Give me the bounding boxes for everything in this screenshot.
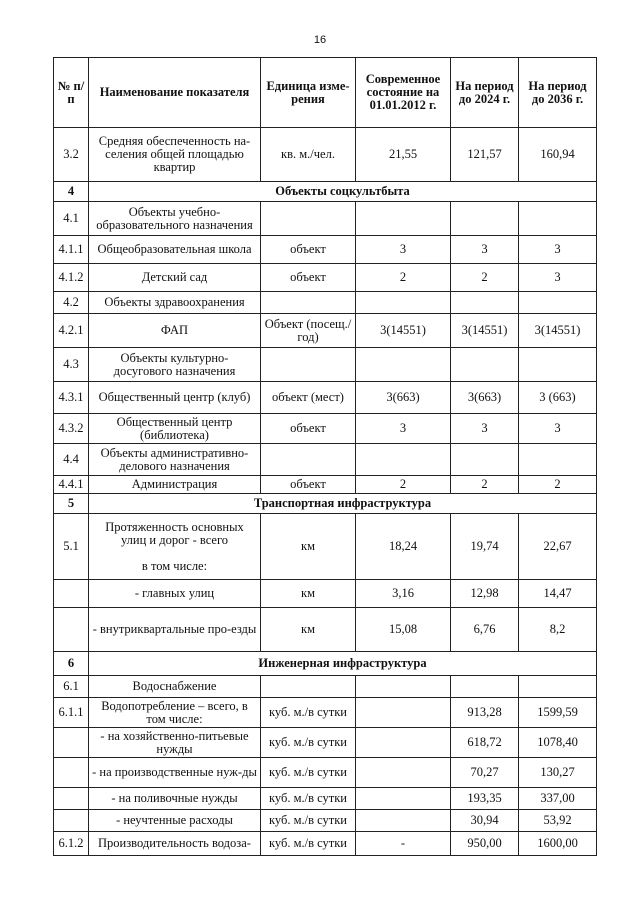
value-2024-cell: 3: [451, 236, 519, 264]
table-row: [54, 414, 597, 444]
table-row: [54, 314, 597, 348]
indicator-name: - на производственные нуж-ды: [89, 758, 261, 788]
value-2024-cell: 2: [451, 476, 519, 494]
current-value-cell: 3(663): [356, 382, 451, 414]
value-2036-cell: 3 (663): [519, 382, 597, 414]
current-value-cell: 3(14551): [356, 314, 451, 348]
unit-cell: км: [261, 580, 356, 608]
indicator-name: - главных улиц: [89, 580, 261, 608]
row-number: 4.4.1: [54, 476, 89, 494]
value-2024-cell: 3: [451, 414, 519, 444]
current-value-cell: [356, 292, 451, 314]
row-number: [54, 758, 89, 788]
indicators-table: [53, 57, 597, 856]
indicator-name: Общественный центр (клуб): [89, 382, 261, 414]
table-row: [54, 236, 597, 264]
current-value-cell: [356, 698, 451, 728]
value-2024-cell: 6,76: [451, 608, 519, 652]
unit-cell: объект: [261, 264, 356, 292]
table-row: [54, 788, 597, 810]
indicator-name: Детский сад: [89, 264, 261, 292]
current-value-cell: 3,16: [356, 580, 451, 608]
unit-cell: куб. м./в сутки: [261, 810, 356, 832]
current-value-cell: [356, 202, 451, 236]
row-number: 4.1.2: [54, 264, 89, 292]
value-2024-cell: [451, 202, 519, 236]
row-number: 4.2: [54, 292, 89, 314]
value-2024-cell: [451, 444, 519, 476]
current-value-cell: [356, 676, 451, 698]
value-2036-cell: 130,27: [519, 758, 597, 788]
value-2036-cell: 2: [519, 476, 597, 494]
current-value-cell: 3: [356, 414, 451, 444]
indicator-name: Объекты здравоохранения: [89, 292, 261, 314]
table-row: [54, 580, 597, 608]
value-2036-cell: 3(14551): [519, 314, 597, 348]
header-current-state: Современное состояние на 01.01.2012 г.: [356, 58, 451, 128]
value-2024-cell: 193,35: [451, 788, 519, 810]
unit-cell: куб. м./в сутки: [261, 788, 356, 810]
section-title: Инженерная инфраструктура: [89, 652, 597, 676]
table-header-row: [54, 58, 597, 128]
table-row: [54, 348, 597, 382]
value-2036-cell: 8,2: [519, 608, 597, 652]
table-row: [54, 444, 597, 476]
value-2024-cell: 19,74: [451, 514, 519, 580]
unit-cell: [261, 292, 356, 314]
value-2036-cell: 337,00: [519, 788, 597, 810]
value-2024-cell: [451, 348, 519, 382]
value-2024-cell: 618,72: [451, 728, 519, 758]
table-row: [54, 264, 597, 292]
section-title: Объекты соцкультбыта: [89, 182, 597, 202]
indicator-name: - неучтенные расходы: [89, 810, 261, 832]
header-indicator-name: Наименование показателя: [89, 58, 261, 128]
row-number: [54, 728, 89, 758]
section-row: [54, 652, 597, 676]
indicator-name: Общеобразовательная школа: [89, 236, 261, 264]
value-2036-cell: 160,94: [519, 128, 597, 182]
page-number: 16: [313, 34, 327, 46]
row-number: 3.2: [54, 128, 89, 182]
unit-cell: Объект (посещ./год): [261, 314, 356, 348]
indicator-name: - внутриквартальные про-езды: [89, 608, 261, 652]
value-2024-cell: [451, 292, 519, 314]
current-value-cell: 3: [356, 236, 451, 264]
table-row: [54, 758, 597, 788]
row-number: 4.4: [54, 444, 89, 476]
table-row: [54, 292, 597, 314]
value-2036-cell: 1600,00: [519, 832, 597, 856]
current-value-cell: 21,55: [356, 128, 451, 182]
row-number: [54, 788, 89, 810]
unit-cell: объект: [261, 236, 356, 264]
table-row: [54, 810, 597, 832]
current-value-cell: [356, 348, 451, 382]
table-row: [54, 728, 597, 758]
current-value-cell: 18,24: [356, 514, 451, 580]
indicator-name: - на хозяйственно-питьевые нужды: [89, 728, 261, 758]
table-row: [54, 128, 597, 182]
value-2036-cell: [519, 348, 597, 382]
value-2024-cell: 12,98: [451, 580, 519, 608]
value-2036-cell: 1599,59: [519, 698, 597, 728]
table-row: [54, 476, 597, 494]
table-row: [54, 676, 597, 698]
row-number: [54, 580, 89, 608]
row-number: 4.1.1: [54, 236, 89, 264]
unit-cell: куб. м./в сутки: [261, 832, 356, 856]
value-2036-cell: [519, 676, 597, 698]
value-2024-cell: 2: [451, 264, 519, 292]
value-2024-cell: [451, 676, 519, 698]
value-2036-cell: [519, 202, 597, 236]
indicator-name: Протяженность основных улиц и дорог - всего в том числе:: [89, 514, 261, 580]
section-title: Транспортная инфраструктура: [89, 494, 597, 514]
row-number: 5.1: [54, 514, 89, 580]
current-value-cell: 15,08: [356, 608, 451, 652]
table-row: [54, 202, 597, 236]
value-2024-cell: 913,28: [451, 698, 519, 728]
row-number: 6.1.2: [54, 832, 89, 856]
value-2036-cell: 22,67: [519, 514, 597, 580]
table-row: [54, 832, 597, 856]
indicator-name: Производительность водоза-: [89, 832, 261, 856]
current-value-cell: [356, 758, 451, 788]
table-row: [54, 382, 597, 414]
table-body: [54, 128, 597, 856]
indicator-name: Объекты учебно-образовательного назначения: [89, 202, 261, 236]
row-number: 4.1: [54, 202, 89, 236]
value-2024-cell: 30,94: [451, 810, 519, 832]
indicator-name: Водоснабжение: [89, 676, 261, 698]
unit-cell: кв. м./чел.: [261, 128, 356, 182]
unit-cell: [261, 348, 356, 382]
value-2036-cell: 3: [519, 236, 597, 264]
unit-cell: объект (мест): [261, 382, 356, 414]
value-2024-cell: 3(14551): [451, 314, 519, 348]
unit-cell: куб. м./в сутки: [261, 758, 356, 788]
row-number: [54, 810, 89, 832]
unit-cell: [261, 676, 356, 698]
value-2024-cell: 70,27: [451, 758, 519, 788]
current-value-cell: [356, 788, 451, 810]
unit-cell: км: [261, 608, 356, 652]
current-value-cell: 2: [356, 264, 451, 292]
value-2036-cell: 3: [519, 414, 597, 444]
value-2036-cell: 14,47: [519, 580, 597, 608]
unit-cell: объект: [261, 414, 356, 444]
unit-cell: [261, 202, 356, 236]
row-number: 6.1.1: [54, 698, 89, 728]
section-row: [54, 182, 597, 202]
unit-cell: куб. м./в сутки: [261, 728, 356, 758]
indicator-name: Общественный центр (библиотека): [89, 414, 261, 444]
row-number: 4.2.1: [54, 314, 89, 348]
value-2036-cell: [519, 292, 597, 314]
indicator-name: Водопотребление – всего, в том числе:: [89, 698, 261, 728]
value-2036-cell: [519, 444, 597, 476]
table-row: [54, 514, 597, 580]
value-2036-cell: 1078,40: [519, 728, 597, 758]
indicator-name: Администрация: [89, 476, 261, 494]
unit-cell: куб. м./в сутки: [261, 698, 356, 728]
value-2024-cell: 3(663): [451, 382, 519, 414]
section-number: 4: [54, 182, 89, 202]
section-number: 5: [54, 494, 89, 514]
current-value-cell: [356, 810, 451, 832]
unit-cell: км: [261, 514, 356, 580]
row-number: [54, 608, 89, 652]
table-row: [54, 608, 597, 652]
value-2024-cell: 121,57: [451, 128, 519, 182]
value-2024-cell: 950,00: [451, 832, 519, 856]
section-number: 6: [54, 652, 89, 676]
row-number: 4.3.2: [54, 414, 89, 444]
header-number: № п/п: [54, 58, 89, 128]
indicator-name: Объекты культурно-досугового назначения: [89, 348, 261, 382]
section-row: [54, 494, 597, 514]
row-number: 4.3.1: [54, 382, 89, 414]
header-period-2036: На период до 2036 г.: [519, 58, 597, 128]
header-unit: Единица изме-рения: [261, 58, 356, 128]
header-period-2024: На период до 2024 г.: [451, 58, 519, 128]
table-row: [54, 698, 597, 728]
unit-cell: объект: [261, 476, 356, 494]
current-value-cell: [356, 728, 451, 758]
indicator-name: Объекты административно-делового назначения: [89, 444, 261, 476]
unit-cell: [261, 444, 356, 476]
indicator-name: ФАП: [89, 314, 261, 348]
value-2036-cell: 53,92: [519, 810, 597, 832]
current-value-cell: 2: [356, 476, 451, 494]
current-value-cell: -: [356, 832, 451, 856]
row-number: 6.1: [54, 676, 89, 698]
current-value-cell: [356, 444, 451, 476]
value-2036-cell: 3: [519, 264, 597, 292]
indicator-name: - на поливочные нужды: [89, 788, 261, 810]
indicator-name: Средняя обеспеченность на-селения общей площадью квартир: [89, 128, 261, 182]
row-number: 4.3: [54, 348, 89, 382]
